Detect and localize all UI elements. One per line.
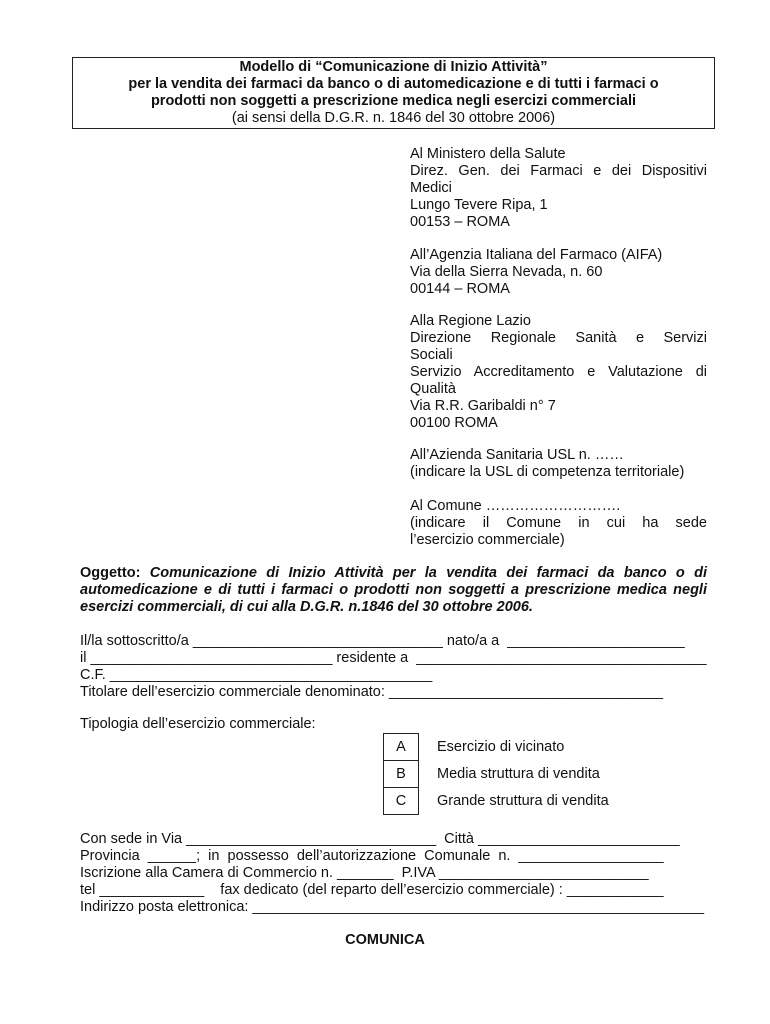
subject-label: Oggetto: (80, 565, 141, 581)
recipient-line: l’esercizio commerciale) (410, 532, 565, 548)
recipient-line: Sociali (410, 347, 453, 363)
recipient-line: (indicare la USL di competenza territoriale) (410, 464, 685, 480)
option-label-c: Grande struttura di vendita (437, 793, 609, 809)
recipient-line: Servizio Accreditamento e Valutazione di (410, 364, 707, 380)
form-title: Modello di “Comunicazione di Inizio Attività” (239, 59, 548, 75)
option-box-a[interactable]: A (384, 734, 419, 761)
recipient-line: Direzione Regionale Sanità e Servizi (410, 330, 707, 346)
recipient-line: Qualità (410, 381, 456, 397)
declarant-cf-line[interactable]: C.F. ________________________________________ (80, 667, 433, 683)
recipient-line: 00153 – ROMA (410, 214, 510, 230)
recipient-line: Direz. Gen. dei Farmaci e dei Dispositivi (410, 163, 707, 179)
recipient-line: 00100 ROMA (410, 415, 498, 431)
form-reference: (ai sensi della D.G.R. n. 1846 del 30 ottobre 2006) (231, 110, 556, 126)
declarant-shop-line[interactable]: Titolare dell’esercizio commerciale denominato: __________________________________ (80, 684, 664, 700)
form-subtitle-line2: prodotti non soggetti a prescrizione medica negli esercizi commerciali (150, 93, 637, 109)
option-box-b[interactable]: B (384, 761, 419, 788)
tipologia-options (383, 733, 609, 815)
declarant-birth-line[interactable]: il ______________________________ residente a ____________________________________ (80, 650, 707, 666)
recipient-line: All’Agenzia Italiana del Farmaco (AIFA) (410, 247, 663, 263)
recipient-line: Via R.R. Garibaldi n° 7 (410, 398, 556, 414)
sede-section (80, 831, 707, 916)
recipient-regione (410, 313, 707, 432)
comunica-heading: COMUNICA (345, 932, 425, 948)
recipient-line: Alla Regione Lazio (410, 313, 531, 329)
sede-email-line[interactable]: Indirizzo posta elettronica: ________________________________________________________ (80, 899, 705, 915)
form-title-box (72, 57, 715, 129)
recipient-line: Via della Sierra Nevada, n. 60 (410, 264, 603, 280)
recipient-line: All’Azienda Sanitaria USL n. …… (410, 447, 624, 463)
recipient-line: Al Comune ………………………. (410, 498, 621, 514)
option-label-b: Media struttura di vendita (437, 766, 600, 782)
declarant-name-line[interactable]: Il/la sottoscritto/a _______________________________ nato/a a ______________________ (80, 633, 685, 649)
recipient-ministero (410, 146, 707, 231)
subject-text: Comunicazione di Inizio Attività per la vendita dei farmaci da banco o di automedicazione e di tutti i farmaci o prodotti non soggetti a prescrizione medica negli esercizi commerciali, di cui alla D.G.R. n.1846 del 30 ottobre 2006. (80, 565, 707, 615)
recipient-line: (indicare il Comune in cui ha sede (410, 515, 707, 531)
recipient-line: Al Ministero della Salute (410, 146, 566, 162)
recipient-aifa (410, 247, 707, 298)
declarant-section (80, 633, 707, 701)
tipologia-label: Tipologia dell’esercizio commerciale: (80, 716, 316, 732)
option-row[interactable] (384, 788, 609, 815)
option-row[interactable] (384, 734, 609, 761)
recipient-usl (410, 447, 707, 481)
sede-camera-line[interactable]: Iscrizione alla Camera di Commercio n. _______ P.IVA __________________________ (80, 865, 649, 881)
option-label-a: Esercizio di vicinato (437, 739, 565, 755)
sede-tel-line[interactable]: tel _____________ fax dedicato (del reparto dell’esercizio commerciale) : ____________ (80, 882, 664, 898)
option-box-c[interactable]: C (384, 788, 419, 815)
recipient-line: 00144 – ROMA (410, 281, 510, 297)
form-subtitle-line1: per la vendita dei farmaci da banco o di automedicazione e di tutti i farmaci o (128, 76, 659, 92)
recipient-line: Lungo Tevere Ripa, 1 (410, 197, 548, 213)
option-row[interactable] (384, 761, 609, 788)
sede-via-line[interactable]: Con sede in Via _______________________________ Città _________________________ (80, 831, 680, 847)
recipient-comune (410, 498, 707, 549)
sede-provincia-line[interactable]: Provincia ______; in possesso dell’autorizzazione Comunale n. __________________ (80, 848, 664, 864)
recipient-line: Medici (410, 180, 452, 196)
subject-paragraph (80, 565, 707, 616)
